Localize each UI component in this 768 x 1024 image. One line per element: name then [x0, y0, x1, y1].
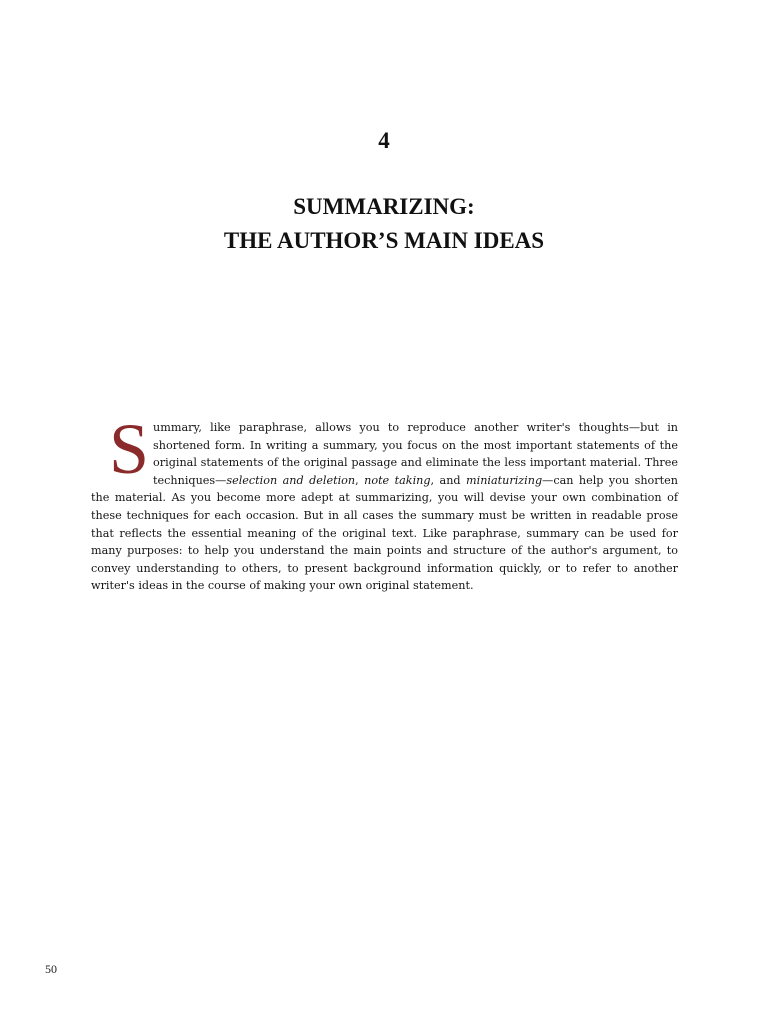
body-paragraph — [91, 409, 678, 595]
paragraph-text-part-2: —can help you shorten the material. As you become more adept at summarizing, you will devise your own combination of these techniques for each occasion. But in all cases the summary must be written in readable prose that reflects the essential meaning of the original text. Like paraphrase, summary can be used for many purposes: to help you understand the main points and structure of the author's argument, to convey understanding to others, to present background information quickly, or to refer to another writer's ideas in the course of making your own original statement. — [91, 473, 678, 593]
paragraph-text-part-1: ummary, like paraphrase, allows you to reproduce another writer's thoughts—but in shortened form. In writing a summary, you focus on the most important statements of the original statements of the original passage and eliminate the less important material. Three techniques— — [153, 421, 678, 487]
technique-note-taking: note taking — [364, 473, 431, 487]
chapter-title — [0, 190, 768, 258]
chapter-title-line-1: SUMMARIZING: — [293, 194, 475, 219]
paragraph-separator-1: , — [355, 473, 365, 487]
drop-cap: S — [109, 409, 150, 489]
technique-selection-and-deletion: selection and deletion — [226, 473, 356, 487]
chapter-title-line-2: THE AUTHOR’S MAIN IDEAS — [223, 228, 545, 253]
page-number: 50 — [45, 962, 57, 976]
paragraph-separator-2: , and — [430, 473, 467, 487]
chapter-number: 4 — [378, 128, 390, 153]
technique-miniaturizing: miniaturizing — [466, 473, 543, 487]
